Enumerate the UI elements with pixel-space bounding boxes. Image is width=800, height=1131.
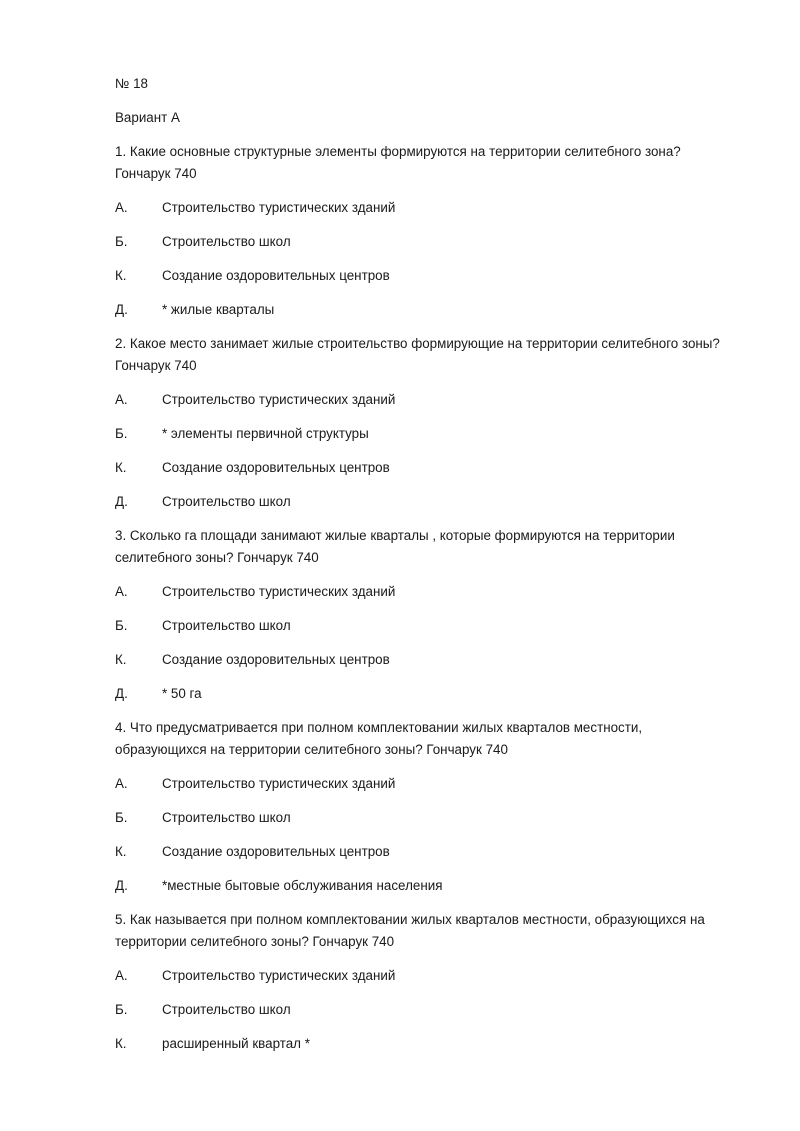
- answer-option: [115, 683, 735, 705]
- option-letter: К.: [115, 268, 127, 283]
- option-letter: Д.: [115, 302, 128, 317]
- option-letter: К.: [115, 460, 127, 475]
- question-block: [115, 717, 735, 909]
- document-number: № 18: [115, 76, 148, 91]
- answer-option: [115, 615, 735, 637]
- question-block: [115, 141, 735, 333]
- option-text: Строительство школ: [162, 618, 291, 633]
- option-letter: Б.: [115, 234, 128, 249]
- option-letter: А.: [115, 968, 128, 983]
- option-text: *местные бытовые обслуживания населения: [162, 878, 443, 893]
- answer-option: [115, 649, 735, 671]
- question-text: 4. Что предусматривается при полном комплектовании жилых кварталов местности, образующихся на территории селитебного зоны? Гончарук 740: [115, 720, 643, 757]
- answer-option: [115, 1033, 735, 1055]
- question-block: [115, 909, 735, 1067]
- option-letter: Б.: [115, 426, 128, 441]
- answer-option: [115, 265, 735, 287]
- option-text: расширенный квартал *: [162, 1036, 310, 1051]
- option-letter: Б.: [115, 1002, 128, 1017]
- answer-option: [115, 875, 735, 897]
- answer-option: [115, 423, 735, 445]
- answer-option: [115, 807, 735, 829]
- variant-heading: Вариант А: [115, 110, 180, 125]
- option-letter: Д.: [115, 878, 128, 893]
- answer-option: [115, 197, 735, 219]
- question-text: 5. Как называется при полном комплектовании жилых кварталов местности, образующихся на территории селитебного зоны? Гончарук 740: [115, 912, 705, 949]
- option-text: Строительство школ: [162, 494, 291, 509]
- question-text: 3. Сколько га площади занимают жилые кварталы , которые формируются на территории селитебного зоны? Гончарук 740: [115, 528, 675, 565]
- option-letter: К.: [115, 844, 127, 859]
- option-text: Создание оздоровительных центров: [162, 460, 390, 475]
- questions-list: [115, 141, 735, 1067]
- answer-option: [115, 231, 735, 253]
- option-text: * элементы первичной структуры: [162, 426, 369, 441]
- document-page: [115, 73, 735, 1067]
- option-letter: А.: [115, 584, 128, 599]
- answer-option: [115, 999, 735, 1021]
- option-letter: А.: [115, 200, 128, 215]
- option-letter: Б.: [115, 810, 128, 825]
- option-letter: К.: [115, 1036, 127, 1051]
- option-text: Строительство туристических зданий: [162, 200, 396, 215]
- option-letter: Д.: [115, 494, 128, 509]
- question-block: [115, 525, 735, 717]
- question-text: 2. Какое место занимает жилые строительство формирующие на территории селитебного зоны? Гончарук 740: [115, 336, 720, 373]
- option-text: Строительство туристических зданий: [162, 776, 396, 791]
- option-text: Строительство туристических зданий: [162, 968, 396, 983]
- option-letter: Б.: [115, 618, 128, 633]
- option-text: * жилые кварталы: [162, 302, 275, 317]
- answer-option: [115, 299, 735, 321]
- option-letter: А.: [115, 392, 128, 407]
- option-text: Строительство школ: [162, 234, 291, 249]
- answer-option: [115, 841, 735, 863]
- option-text: Создание оздоровительных центров: [162, 268, 390, 283]
- answer-option: [115, 773, 735, 795]
- option-text: Строительство туристических зданий: [162, 584, 396, 599]
- option-letter: Д.: [115, 686, 128, 701]
- option-letter: А.: [115, 776, 128, 791]
- answer-option: [115, 581, 735, 603]
- answer-option: [115, 457, 735, 479]
- option-letter: К.: [115, 652, 127, 667]
- option-text: * 50 га: [162, 686, 202, 701]
- option-text: Создание оздоровительных центров: [162, 844, 390, 859]
- option-text: Строительство школ: [162, 1002, 291, 1017]
- answer-option: [115, 389, 735, 411]
- question-text: 1. Какие основные структурные элементы формируются на территории селитебного зона? Гончарук 740: [115, 144, 681, 181]
- answer-option: [115, 491, 735, 513]
- answer-option: [115, 965, 735, 987]
- option-text: Создание оздоровительных центров: [162, 652, 390, 667]
- question-block: [115, 333, 735, 525]
- option-text: Строительство туристических зданий: [162, 392, 396, 407]
- option-text: Строительство школ: [162, 810, 291, 825]
